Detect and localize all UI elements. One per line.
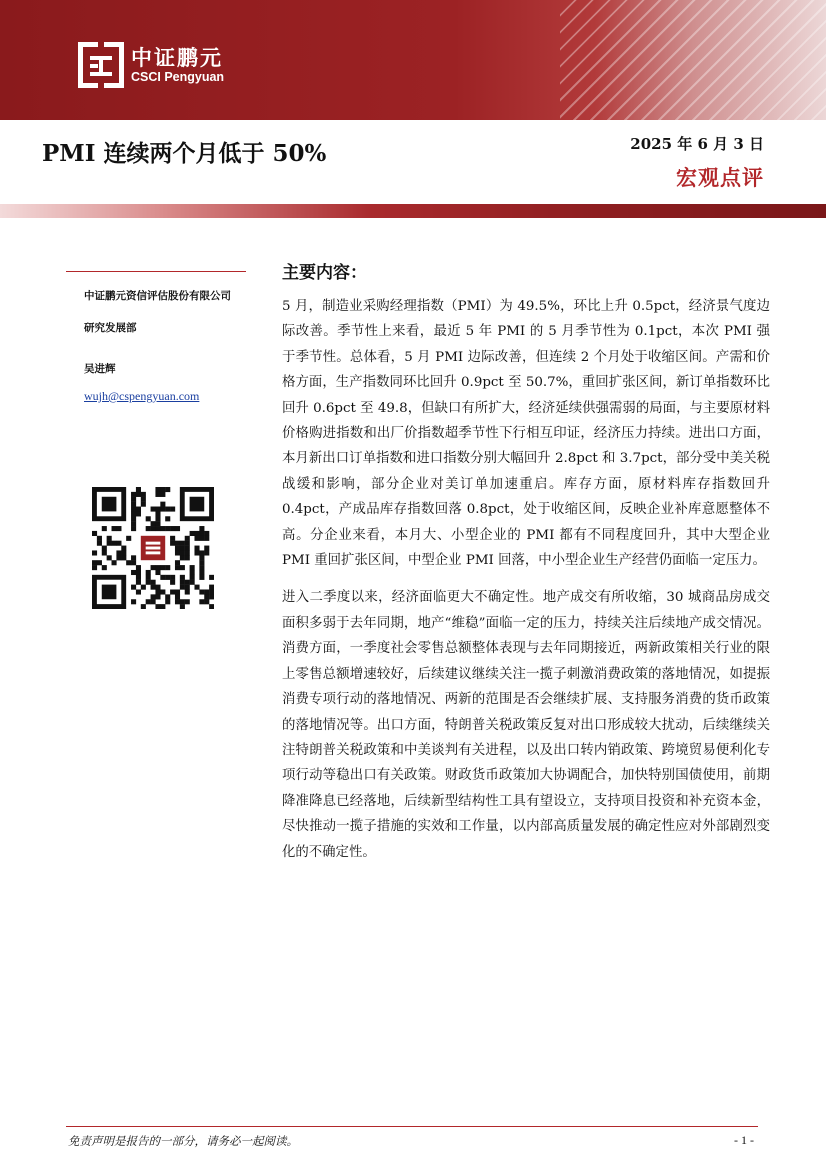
footer-divider xyxy=(66,1126,758,1127)
header-banner xyxy=(0,0,826,120)
logo-icon xyxy=(78,42,124,88)
sidebar-department: 研究发展部 xyxy=(84,322,137,334)
report-date: 2025 年 6 月 3 日 xyxy=(630,135,764,153)
header-divider xyxy=(0,204,826,218)
logo-chinese-name: 中证鹏元 xyxy=(131,46,223,70)
sidebar-divider xyxy=(66,271,246,272)
sidebar-author: 吴进辉 xyxy=(84,363,116,375)
report-category: 宏观点评 xyxy=(676,166,764,190)
sidebar-company: 中证鹏元资信评估股份有限公司 xyxy=(84,290,231,302)
main-content xyxy=(282,294,770,877)
paragraph: 5 月，制造业采购经理指数（PMI）为 49.5%，环比上升 0.5pct，经济景气度边际改善。季节性上来看，最近 5 年 PMI 的 5 月季节性为 0.1pct，本次 PMI 强于季节性。总体看，5 月 PMI 边际改善，但连续 2 个月处于收缩区间。产需和价格方面，生产指数同环比回升 0.9pct 至 50.7%，重回扩张区间，新订单指数环比回升 0.6pct 至 49.8，但缺口有所扩大，经济延续供强需弱的局面，与主要原材料价格购进指数和出厂价指数超季节性下行相互印证，经济压力持续。进出口方面，本月新出口订单指数和进口指数分别大幅回升 2.8pct 和 3.7pct，部分受中美关税战缓和影响，部分企业对美订单加速重启。库存方面，原材料库存指数回升 0.4pct，产成品库存指数回落 0.8pct，处于收缩区间，反映企业补库意愿整体不高。分企业来看，本月大、小型企业的 PMI 都有不同程度回升，其中大型企业 PMI 重回扩张区间，中型企业 PMI 回落，中小型企业生产经营仍面临一定压力。 xyxy=(282,299,770,569)
report-title: PMI 连续两个月低于 50% xyxy=(42,140,327,167)
paragraph: 进入二季度以来，经济面临更大不确定性。地产成交有所收缩，30 城商品房成交面积多弱于去年同期，地产“维稳”面临一定的压力，持续关注后续地产成交情况。消费方面，一季度社会零售总额整体表现与去年同期接近，两新政策相关行业的限上零售总额增速较好，后续建议继续关注一揽子刺激消费政策的落地情况，如提振消费专项行动的落地情况、两新的范围是否会继续扩展、支持服务消费的货币政策的落地情况等。出口方面，特朗普关税政策反复对出口形成较大扰动，后续继续关注特朗普关税政策和中美谈判有关进程，以及出口转内销政策、跨境贸易便利化专项行动等稳出口有关政策。财政货币政策加大协调配合，加快特别国债使用，前期降准降息已经落地，后续新型结构性工具有望设立，支持项目投资和补充资本金，尽快推动一揽子措施的实效和工作量，以内部高质量发展的确定性应对外部剧烈变化的不确定性。 xyxy=(282,590,770,860)
page-number: - 1 - xyxy=(734,1133,754,1147)
sidebar-email-link[interactable]: wujh@cspengyuan.com xyxy=(84,389,200,403)
footer-disclaimer: 免责声明是报告的一部分，请务必一起阅读。 xyxy=(68,1134,298,1148)
qr-code-icon xyxy=(92,487,214,609)
section-heading: 主要内容： xyxy=(282,263,367,283)
logo-english-name: CSCI Pengyuan xyxy=(131,70,225,84)
banner-stripes xyxy=(560,0,826,120)
